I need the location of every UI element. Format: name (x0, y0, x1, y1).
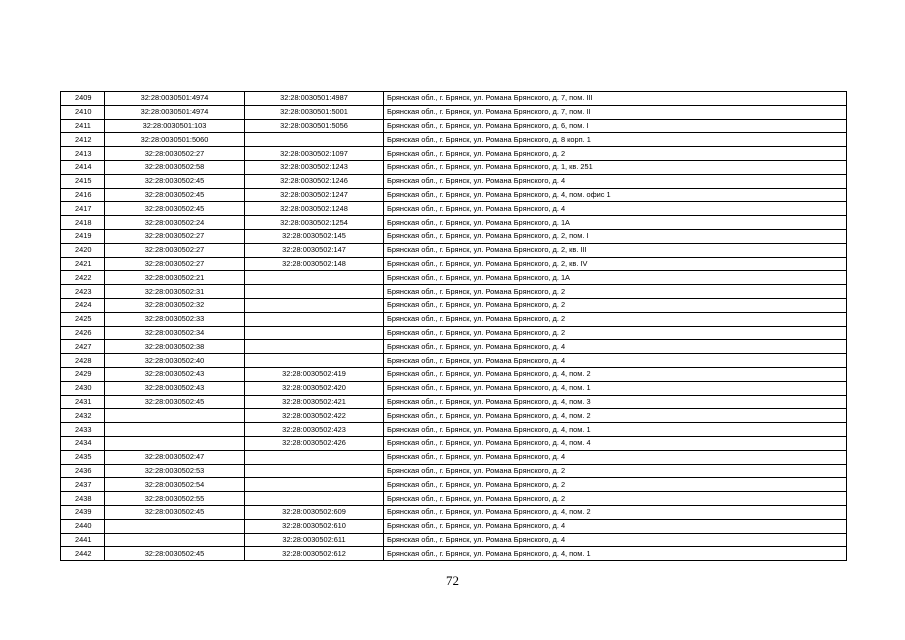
row-number-cell: 2409 (61, 92, 105, 106)
object-cadastral-number-cell: 32:28:0030502:422 (245, 409, 384, 423)
table-row (61, 202, 847, 216)
object-cadastral-number-cell (245, 271, 384, 285)
row-number-cell: 2418 (61, 216, 105, 230)
land-plot-cadastral-number-cell: 32:28:0030501:103 (105, 119, 245, 133)
row-number-cell: 2428 (61, 354, 105, 368)
table-row (61, 340, 847, 354)
table-row (61, 478, 847, 492)
table-row (61, 436, 847, 450)
row-number-cell: 2424 (61, 298, 105, 312)
row-number-cell: 2416 (61, 188, 105, 202)
row-number-cell: 2420 (61, 243, 105, 257)
land-plot-cadastral-number-cell: 32:28:0030502:45 (105, 188, 245, 202)
address-cell: Брянская обл., г. Брянск, ул. Романа Брянского, д. 1, кв. 251 (384, 160, 847, 174)
address-cell: Брянская обл., г. Брянск, ул. Романа Брянского, д. 2 (384, 326, 847, 340)
land-plot-cadastral-number-cell (105, 409, 245, 423)
address-cell: Брянская обл., г. Брянск, ул. Романа Брянского, д. 8 корп. 1 (384, 133, 847, 147)
address-cell: Брянская обл., г. Брянск, ул. Романа Брянского, д. 2 (384, 147, 847, 161)
object-cadastral-number-cell (245, 312, 384, 326)
object-cadastral-number-cell: 32:28:0030502:419 (245, 367, 384, 381)
address-cell: Брянская обл., г. Брянск, ул. Романа Брянского, д. 4, пом. 2 (384, 505, 847, 519)
address-cell: Брянская обл., г. Брянск, ул. Романа Брянского, д. 4 (384, 450, 847, 464)
object-cadastral-number-cell (245, 464, 384, 478)
object-cadastral-number-cell: 32:28:0030502:609 (245, 505, 384, 519)
row-number-cell: 2421 (61, 257, 105, 271)
address-cell: Брянская обл., г. Брянск, ул. Романа Брянского, д. 4 (384, 354, 847, 368)
land-plot-cadastral-number-cell: 32:28:0030502:27 (105, 243, 245, 257)
object-cadastral-number-cell: 32:28:0030502:1254 (245, 216, 384, 230)
address-cell: Брянская обл., г. Брянск, ул. Романа Брянского, д. 4 (384, 174, 847, 188)
row-number-cell: 2413 (61, 147, 105, 161)
address-cell: Брянская обл., г. Брянск, ул. Романа Брянского, д. 4 (384, 533, 847, 547)
table-row (61, 395, 847, 409)
object-cadastral-number-cell (245, 326, 384, 340)
land-plot-cadastral-number-cell (105, 533, 245, 547)
cadastral-table (60, 91, 847, 561)
row-number-cell: 2435 (61, 450, 105, 464)
table-row (61, 188, 847, 202)
table-row (61, 92, 847, 106)
table-row (61, 271, 847, 285)
table-row (61, 105, 847, 119)
object-cadastral-number-cell: 32:28:0030502:612 (245, 547, 384, 561)
address-cell: Брянская обл., г. Брянск, ул. Романа Брянского, д. 2 (384, 464, 847, 478)
object-cadastral-number-cell: 32:28:0030502:1246 (245, 174, 384, 188)
land-plot-cadastral-number-cell: 32:28:0030502:38 (105, 340, 245, 354)
land-plot-cadastral-number-cell: 32:28:0030502:40 (105, 354, 245, 368)
land-plot-cadastral-number-cell: 32:28:0030502:43 (105, 367, 245, 381)
address-cell: Брянская обл., г. Брянск, ул. Романа Брянского, д. 4, пом. 1 (384, 547, 847, 561)
object-cadastral-number-cell: 32:28:0030502:145 (245, 229, 384, 243)
row-number-cell: 2425 (61, 312, 105, 326)
land-plot-cadastral-number-cell (105, 436, 245, 450)
land-plot-cadastral-number-cell: 32:28:0030501:4974 (105, 92, 245, 106)
address-cell: Брянская обл., г. Брянск, ул. Романа Брянского, д. 4, пом. 2 (384, 409, 847, 423)
address-cell: Брянская обл., г. Брянск, ул. Романа Брянского, д. 4, пом. 1 (384, 381, 847, 395)
address-cell: Брянская обл., г. Брянск, ул. Романа Брянского, д. 2 (384, 312, 847, 326)
row-number-cell: 2426 (61, 326, 105, 340)
object-cadastral-number-cell (245, 285, 384, 299)
object-cadastral-number-cell: 32:28:0030502:420 (245, 381, 384, 395)
table-row (61, 174, 847, 188)
address-cell: Брянская обл., г. Брянск, ул. Романа Брянского, д. 2 (384, 285, 847, 299)
land-plot-cadastral-number-cell: 32:28:0030502:45 (105, 505, 245, 519)
address-cell: Брянская обл., г. Брянск, ул. Романа Брянского, д. 4 (384, 519, 847, 533)
page-number: 72 (446, 573, 459, 588)
land-plot-cadastral-number-cell: 32:28:0030502:53 (105, 464, 245, 478)
land-plot-cadastral-number-cell: 32:28:0030502:47 (105, 450, 245, 464)
object-cadastral-number-cell (245, 133, 384, 147)
row-number-cell: 2438 (61, 492, 105, 506)
row-number-cell: 2410 (61, 105, 105, 119)
row-number-cell: 2427 (61, 340, 105, 354)
row-number-cell: 2431 (61, 395, 105, 409)
address-cell: Брянская обл., г. Брянск, ул. Романа Брянского, д. 2, кв. III (384, 243, 847, 257)
land-plot-cadastral-number-cell: 32:28:0030501:5060 (105, 133, 245, 147)
table-row (61, 533, 847, 547)
table-row (61, 505, 847, 519)
table-row (61, 160, 847, 174)
land-plot-cadastral-number-cell: 32:28:0030502:45 (105, 395, 245, 409)
land-plot-cadastral-number-cell: 32:28:0030502:43 (105, 381, 245, 395)
land-plot-cadastral-number-cell (105, 519, 245, 533)
row-number-cell: 2434 (61, 436, 105, 450)
address-cell: Брянская обл., г. Брянск, ул. Романа Брянского, д. 4, пом. офис 1 (384, 188, 847, 202)
row-number-cell: 2442 (61, 547, 105, 561)
object-cadastral-number-cell: 32:28:0030502:610 (245, 519, 384, 533)
address-cell: Брянская обл., г. Брянск, ул. Романа Брянского, д. 2 (384, 478, 847, 492)
land-plot-cadastral-number-cell: 32:28:0030502:58 (105, 160, 245, 174)
address-cell: Брянская обл., г. Брянск, ул. Романа Брянского, д. 2, кв. IV (384, 257, 847, 271)
table-row (61, 492, 847, 506)
table-body (61, 92, 847, 561)
address-cell: Брянская обл., г. Брянск, ул. Романа Брянского, д. 4, пом. 3 (384, 395, 847, 409)
object-cadastral-number-cell: 32:28:0030502:611 (245, 533, 384, 547)
address-cell: Брянская обл., г. Брянск, ул. Романа Брянского, д. 1А (384, 271, 847, 285)
land-plot-cadastral-number-cell: 32:28:0030502:27 (105, 229, 245, 243)
row-number-cell: 2436 (61, 464, 105, 478)
land-plot-cadastral-number-cell: 32:28:0030502:21 (105, 271, 245, 285)
object-cadastral-number-cell (245, 298, 384, 312)
address-cell: Брянская обл., г. Брянск, ул. Романа Брянского, д. 4 (384, 340, 847, 354)
table-row (61, 285, 847, 299)
row-number-cell: 2430 (61, 381, 105, 395)
table-row (61, 464, 847, 478)
table-row (61, 423, 847, 437)
object-cadastral-number-cell: 32:28:0030502:1248 (245, 202, 384, 216)
object-cadastral-number-cell: 32:28:0030502:148 (245, 257, 384, 271)
table-row (61, 354, 847, 368)
table-row (61, 367, 847, 381)
land-plot-cadastral-number-cell: 32:28:0030502:55 (105, 492, 245, 506)
table-row (61, 119, 847, 133)
object-cadastral-number-cell: 32:28:0030501:5001 (245, 105, 384, 119)
row-number-cell: 2437 (61, 478, 105, 492)
table-row (61, 312, 847, 326)
row-number-cell: 2441 (61, 533, 105, 547)
row-number-cell: 2417 (61, 202, 105, 216)
table-row (61, 243, 847, 257)
address-cell: Брянская обл., г. Брянск, ул. Романа Брянского, д. 4, пом. 1 (384, 423, 847, 437)
address-cell: Брянская обл., г. Брянск, ул. Романа Брянского, д. 6, пом. I (384, 119, 847, 133)
land-plot-cadastral-number-cell: 32:28:0030502:32 (105, 298, 245, 312)
land-plot-cadastral-number-cell: 32:28:0030502:27 (105, 257, 245, 271)
object-cadastral-number-cell: 32:28:0030502:423 (245, 423, 384, 437)
land-plot-cadastral-number-cell: 32:28:0030502:33 (105, 312, 245, 326)
object-cadastral-number-cell: 32:28:0030502:426 (245, 436, 384, 450)
address-cell: Брянская обл., г. Брянск, ул. Романа Брянского, д. 2, пом. I (384, 229, 847, 243)
row-number-cell: 2422 (61, 271, 105, 285)
object-cadastral-number-cell (245, 340, 384, 354)
object-cadastral-number-cell (245, 450, 384, 464)
table-row (61, 326, 847, 340)
land-plot-cadastral-number-cell: 32:28:0030502:31 (105, 285, 245, 299)
table-row (61, 519, 847, 533)
land-plot-cadastral-number-cell: 32:28:0030502:45 (105, 547, 245, 561)
land-plot-cadastral-number-cell: 32:28:0030502:45 (105, 202, 245, 216)
address-cell: Брянская обл., г. Брянск, ул. Романа Брянского, д. 4, пом. 4 (384, 436, 847, 450)
address-cell: Брянская обл., г. Брянск, ул. Романа Брянского, д. 1А (384, 216, 847, 230)
land-plot-cadastral-number-cell: 32:28:0030502:27 (105, 147, 245, 161)
object-cadastral-number-cell (245, 478, 384, 492)
row-number-cell: 2419 (61, 229, 105, 243)
address-cell: Брянская обл., г. Брянск, ул. Романа Брянского, д. 7, пом. II (384, 105, 847, 119)
row-number-cell: 2433 (61, 423, 105, 437)
address-cell: Брянская обл., г. Брянск, ул. Романа Брянского, д. 2 (384, 298, 847, 312)
row-number-cell: 2411 (61, 119, 105, 133)
land-plot-cadastral-number-cell: 32:28:0030501:4974 (105, 105, 245, 119)
land-plot-cadastral-number-cell (105, 423, 245, 437)
row-number-cell: 2440 (61, 519, 105, 533)
row-number-cell: 2412 (61, 133, 105, 147)
address-cell: Брянская обл., г. Брянск, ул. Романа Брянского, д. 2 (384, 492, 847, 506)
object-cadastral-number-cell: 32:28:0030502:147 (245, 243, 384, 257)
table-row (61, 216, 847, 230)
row-number-cell: 2415 (61, 174, 105, 188)
object-cadastral-number-cell: 32:28:0030502:1243 (245, 160, 384, 174)
land-plot-cadastral-number-cell: 32:28:0030502:24 (105, 216, 245, 230)
table-row (61, 381, 847, 395)
table-row (61, 450, 847, 464)
table-row (61, 147, 847, 161)
address-cell: Брянская обл., г. Брянск, ул. Романа Брянского, д. 4, пом. 2 (384, 367, 847, 381)
object-cadastral-number-cell: 32:28:0030501:5056 (245, 119, 384, 133)
row-number-cell: 2414 (61, 160, 105, 174)
land-plot-cadastral-number-cell: 32:28:0030502:45 (105, 174, 245, 188)
object-cadastral-number-cell (245, 354, 384, 368)
table-row (61, 133, 847, 147)
row-number-cell: 2429 (61, 367, 105, 381)
row-number-cell: 2423 (61, 285, 105, 299)
object-cadastral-number-cell: 32:28:0030502:421 (245, 395, 384, 409)
row-number-cell: 2432 (61, 409, 105, 423)
object-cadastral-number-cell: 32:28:0030502:1247 (245, 188, 384, 202)
object-cadastral-number-cell: 32:28:0030501:4987 (245, 92, 384, 106)
row-number-cell: 2439 (61, 505, 105, 519)
land-plot-cadastral-number-cell: 32:28:0030502:34 (105, 326, 245, 340)
table-row (61, 257, 847, 271)
object-cadastral-number-cell: 32:28:0030502:1097 (245, 147, 384, 161)
land-plot-cadastral-number-cell: 32:28:0030502:54 (105, 478, 245, 492)
table-row (61, 547, 847, 561)
table-row (61, 229, 847, 243)
table-row (61, 409, 847, 423)
address-cell: Брянская обл., г. Брянск, ул. Романа Брянского, д. 4 (384, 202, 847, 216)
object-cadastral-number-cell (245, 492, 384, 506)
table-row (61, 298, 847, 312)
address-cell: Брянская обл., г. Брянск, ул. Романа Брянского, д. 7, пом. III (384, 92, 847, 106)
